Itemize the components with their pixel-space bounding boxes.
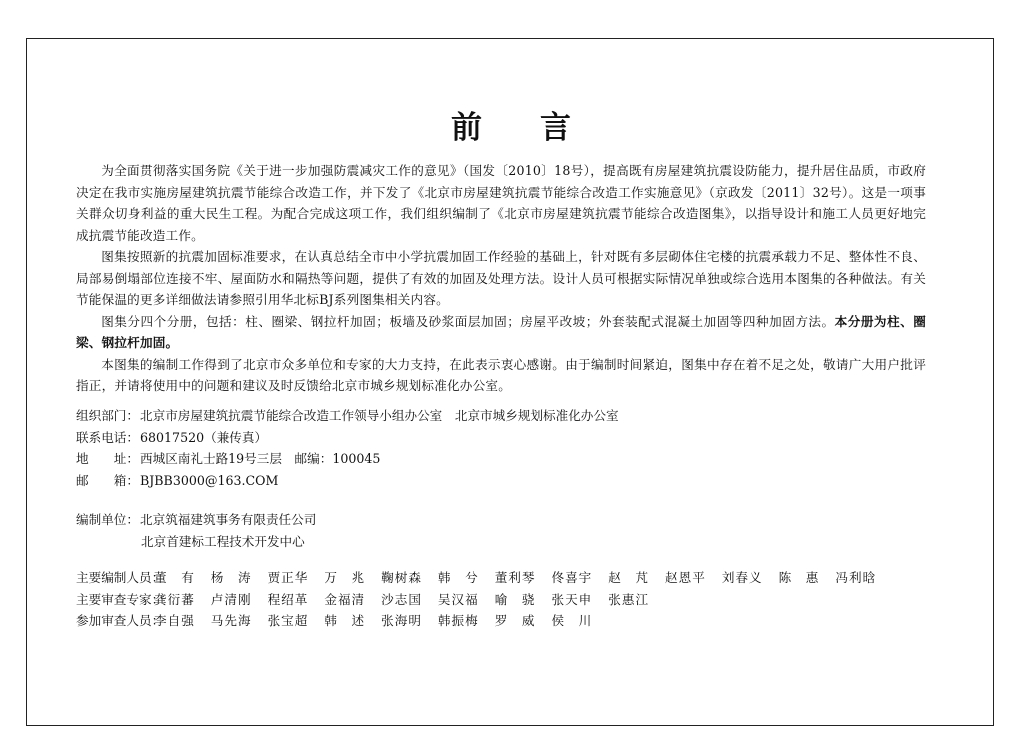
- person-name: 陈 惠: [778, 570, 820, 585]
- main-reviewers-row: [76, 589, 892, 611]
- person-name: 龚衍蕃: [154, 591, 195, 607]
- paragraph-4: 本图集的编制工作得到了北京市众多单位和专家的大力支持，在此表示衷心感谢。由于编制时间紧迫，图集中存在着不足之处，敬请广大用户批评指正，并请将使用中的问题和建议及时反馈给北京市城乡规划标准化办公室。: [76, 356, 926, 393]
- person-name: 罗 威: [494, 613, 536, 628]
- person-name: 鞠树森: [381, 570, 422, 585]
- address-row: [76, 448, 926, 470]
- editor-row-2: [76, 531, 316, 553]
- main-reviewers-list: [154, 589, 665, 611]
- page-title: [0, 102, 1024, 147]
- editor-unit-2: 北京首建标工程技术开发中心: [141, 534, 305, 549]
- person-name: 韩振梅: [437, 613, 479, 628]
- title-char-1: 前: [451, 110, 484, 146]
- reviewers-label: 参加审查人员：: [76, 613, 165, 628]
- email-label: 邮 箱：: [76, 472, 139, 488]
- person-name: 佟喜宇: [551, 570, 593, 585]
- person-name: 韩 述: [324, 613, 366, 628]
- address-label: 地 址：: [76, 451, 139, 466]
- paragraph-1: 为全面贯彻落实国务院《关于进一步加强防震减灾工作的意见》（国发〔2010〕18号），提高既有房屋建筑抗震设防能力，提升居住品质，市政府决定在我市实施房屋建筑抗震节能综合改造工作，并下发了《北京市房屋建筑抗震节能综合改造工作实施意见》（京政发〔2011〕32号）。这是一项事关群众切身利益的重大民生工程。为配合完成这项工作，我们组织编制了《北京市房屋建筑抗震节能综合改造图集》，以指导设计和施工人员更好地完成抗震节能改造工作。: [76, 163, 926, 243]
- preface-body: [76, 160, 926, 397]
- person-name: 贾正华: [267, 570, 309, 585]
- person-name: 侯 川: [551, 613, 593, 628]
- person-name: 吴汉福: [437, 591, 479, 607]
- person-name: 张惠江: [608, 591, 650, 607]
- org-row: [76, 405, 926, 427]
- person-name: 刘春义: [721, 570, 763, 585]
- person-name: 沙志国: [381, 591, 422, 607]
- person-name: 马先海: [210, 613, 252, 628]
- reviewers-list: [154, 610, 608, 632]
- person-name: 赵恩平: [665, 570, 706, 585]
- main-reviewers-label: 主要审查专家：: [76, 591, 165, 607]
- person-name: 万 兆: [324, 570, 366, 585]
- email-row: [76, 470, 926, 492]
- main-editors-list: [154, 567, 892, 589]
- person-name: 李自强: [154, 613, 195, 628]
- phone-label: 联系电话：: [76, 429, 139, 445]
- address-value: 西城区南礼士路19号三层 邮编：100045: [140, 451, 381, 466]
- editor-label: 编制单位：: [76, 512, 139, 527]
- paragraph-3-text: 图集分四个分册，包括：柱、圈梁、钢拉杆加固；板墙及砂浆面层加固；房屋平改坡；外套装配式混凝土加固等四种加固方法。: [101, 313, 835, 329]
- person-name: 喻 骁: [494, 591, 536, 607]
- person-name: 韩 兮: [437, 570, 479, 585]
- paragraph-3-bold: 本分册为柱、圈梁、钢拉杆加固。: [76, 313, 927, 350]
- person-name: 卢清刚: [210, 591, 252, 607]
- phone-value: 68017520（兼传真）: [140, 429, 268, 445]
- person-name: 董利琴: [494, 570, 536, 585]
- editor-block: [76, 509, 316, 553]
- person-name: 董 有: [154, 570, 195, 585]
- email-value: BJBB3000@163.COM: [140, 472, 279, 488]
- editor-row-1: [76, 509, 316, 531]
- person-name: 张天申: [551, 591, 593, 607]
- person-name: 冯利晗: [835, 570, 877, 585]
- contact-block: [76, 405, 926, 491]
- editor-unit-1: 北京筑福建筑事务有限责任公司: [140, 512, 317, 527]
- main-editors-row: [76, 567, 892, 589]
- person-name: 张宝超: [267, 613, 309, 628]
- title-char-2: 言: [540, 110, 573, 146]
- reviewers-row: [76, 610, 892, 632]
- person-name: 程绍革: [267, 591, 309, 607]
- person-name: 张海明: [381, 613, 422, 628]
- paragraph-2: 图集按照新的抗震加固标准要求，在认真总结全市中小学抗震加固工作经验的基础上，针对既有多层砌体住宅楼的抗震承载力不足、整体性不良、局部易倒塌部位连接不牢、屋面防水和隔热等问题，提供了有效的加固及处理方法。设计人员可根据实际情况单独或综合选用本图集的各种做法。有关节能保温的更多详细做法请参照引用华北标BJ系列图集相关内容。: [76, 249, 926, 307]
- main-editors-label: 主要编制人员：: [76, 570, 165, 585]
- people-block: [76, 567, 892, 632]
- phone-row: [76, 427, 926, 449]
- person-name: 杨 涛: [210, 570, 252, 585]
- person-name: 金福清: [324, 591, 366, 607]
- paragraph-3: [76, 311, 926, 354]
- person-name: 赵 芃: [608, 570, 650, 585]
- org-label: 组织部门：: [76, 408, 139, 423]
- org-value: 北京市房屋建筑抗震节能综合改造工作领导小组办公室 北京市城乡规划标准化办公室: [140, 408, 619, 423]
